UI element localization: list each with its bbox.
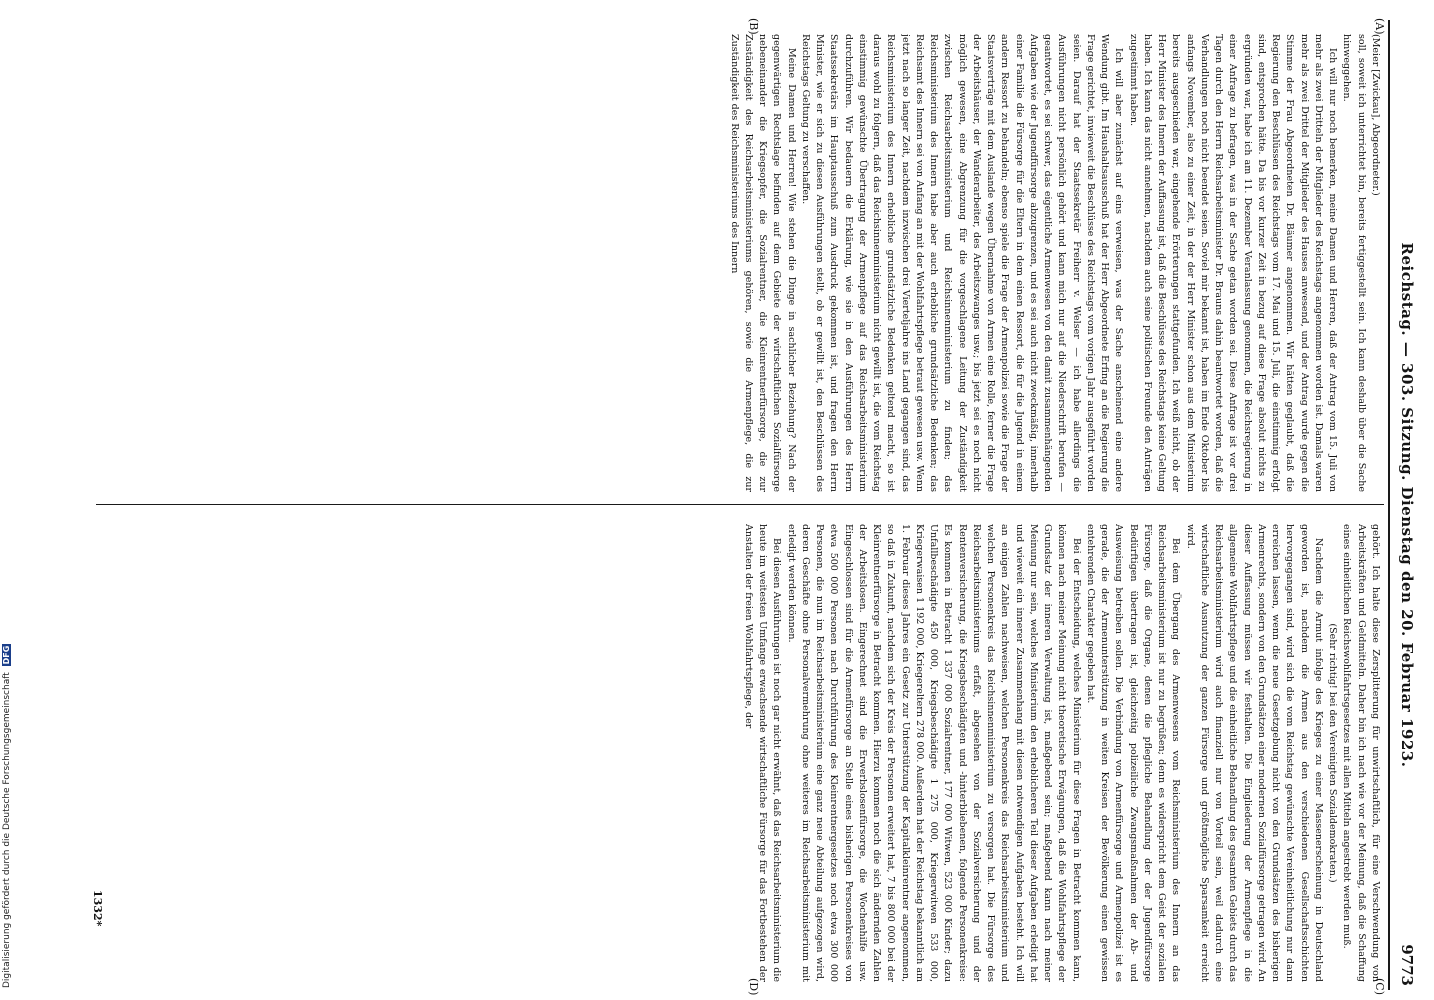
left-paragraph: Meine Damen und Herren! Wie stehen die Dinge in sachlicher Beziehung? Nach der gegenwärtigen Rechtslage befinden auf dem Gebiete der wirtschaftlichen Sozialfürsorge nebeneinander die Kriegsopfer, die Sozialrentner, die Kleinrentnerfürsorge, die zur Zuständigkeit des Reichsarbeitsministeriums gehören, sowie die Armenpflege, die zur Zuständigkeit des Reichsministeriums des Innern	[728, 34, 797, 492]
page-number: 9773	[1398, 944, 1416, 986]
right-paragraph: Bei dem Übergang des Armenwesens vom Reichsministerium des Innern an das Reichsarbeitsministerium ist nur zu begrüßen; denn es widerspricht dem Geist der sozialen Fürsorge, daß die Organe, denen die pflegliche Behandlung der der Jugendfürsorge Bedürftigen übertragen ist, gleichzeitig polizeiliche Zwangsmaßnahmen der Ab- und Ausweisung betreiben sollen. Die Verbindung von Armenfürsorge und Armenpolizei ist es gerade, die der Armenunterstützung in weiten Kreisen der Bevölkerung einen gewissen entehrenden Charakter gegeben hat.	[1085, 524, 1182, 982]
interjection: (Sehr richtig! bei den Vereinigten Sozialdemokraten.)	[1327, 623, 1339, 883]
margin-letter-d: (D)	[747, 978, 760, 996]
speaker-label: (Meier [Zwickau], Abgeordneter.)	[1370, 34, 1381, 196]
margin-letter-c: (C)	[1373, 978, 1386, 995]
digitization-credit	[2, 644, 12, 988]
header-title: Reichstag. — 303. Sitzung. Dienstag den 20. Februar 1923.	[1398, 242, 1416, 768]
column-divider	[96, 504, 1384, 505]
page-header	[1386, 20, 1416, 990]
right-paragraph: Nachdem die Armut infolge des Krieges zu einer Massenerscheinung in Deutschland geworden ist, nachdem die Armen aus den verschiedenen Gesellschaftsschichten hervorgegangen sind, wird sich die vom Reichstag gewünschte Vereinheitlichung nur dann erreichen lassen, wenn die neue Gesetzgebung nicht von den Grundsätzen des bisherigen Armenrechts, sondern von den Grundsätzen einer modernen Sozialfürsorge getragen wird. An dieser Auffassung müssen wir festhalten. Die Eingliederung der Armenpflege in die allgemeine Wohlfahrtspflege und die einheitliche Behandlung des gesamten Gebiets durch das Reichsarbeitsministerium wird auch finanziell nur von Vorteil sein, weil dadurch eine wirtschaftliche Ausnutzung der ganzen Fürsorge und größtmögliche Sparsamkeit erreicht wird.	[1184, 524, 1324, 982]
right-paragraph: Bei der Entscheidung, welches Ministerium für diese Fragen in Betracht kommen kann, können nach meiner Meinung nicht theoretische Erwägungen, daß die Wohlfahrtspflege der Grundsatz der inneren Verwaltung ist, maßgebend sein; maßgebend kann nach meiner Meinung nur sein, welches Ministerium den erheblicheren Teil dieser Aufgaben erledigt hat und wieweit ein innerer Zusammenhang mit diesen notwendigen Aufgaben besteht. Ich will an einigen Zahlen nachweisen, welchen Personenkreis das Reichsarbeitsministerium und welchen Personenkreis das Reichsinnenministerium zu versorgen hat. Die Fürsorge des Reichsarbeitsministeriums erfaßt, abgesehen von der Sozialversicherung und der Rentenversicherung, die Kriegsbeschädigten und -hinterbliebenen, folgende Personenkreise: Es kommen in Betracht 1 337 000 Sozialrentner, 177 000 Witwen, 523 000 Kinder; dazu Unfallbeschädigte 450 000, Kriegsbeschädigte 1 275 000, Kriegerwitwen 533 000, Kriegerwaisen 1 192 000, Kriegereltern 278 000. Außerdem hat der Reichstag bekanntlich am 1. Februar dieses Jahres ein Gesetz zur Unterstützung der Kapitalkleinrentner angenommen, so daß in Zukunft, nachdem sich der Kreis der Personen erweitert hat, 7 bis 800 000 bei der Kleinrentnerfürsorge in Betracht kommen. Hierzu kommen noch die sich ändernden Zahlen der Arbeitslosen. Eingerechnet sind die Erwerbslosenfürsorge, die Wochenhilfe usw. Eingeschlossen sind für die Armenfürsorge an Stelle eines bisherigen Personenkreises von etwa 500 000 Personen nach Durchführung des Kleinrentnergesetzes noch etwa 300 000 Personen, die nun im Reichsarbeitsministerium eine ganz neue Abteilung aufgezogen wird, deren Geschäfte ohne Personalvermehrung ohne weiteres im Reichsarbeitsministerium mit erledigt werden können.	[785, 524, 1082, 982]
sheet-number: 1332*	[91, 890, 104, 927]
left-column	[132, 34, 1382, 492]
left-paragraph: soll, soweit ich unterrichtet bin, bereits fertiggestellt sein. Ich kann deshalb über die Sache hinweggehen.	[1341, 34, 1367, 492]
left-paragraph: Ich will aber zunächst auf eins verweisen, was der Sache anscheinend eine andere Wendung gibt. Im Haushaltsausschuß hat der Herr Abgeordnete Erfing an die Regierung die Frage gerichtet, inwieweit die Beschlüsse des Reichstags vom vorigen Jahr ausgeführt worden seien. Darauf hat der Staatssekretär Freiherr v. Welser — ich habe allerdings die Ausführungen nicht persönlich gehört und kann mich nur auf die Niederschrift berufen — geantwortet, es sei schwer, das eigentliche Armenwesen von den damit zusammenhängenden Aufgaben wie der Jugendfürsorge abzugrenzen, und es sei auch nicht zweckmäßig, innerhalb einer Familie die Fürsorge für die Eltern in dem einen Ressort, die für die Jugend in einem andern Ressort zu behandeln; ebenso spiele die Frage der Armenpolizei sowie die Frage der Staatsverträge mit dem Auslande wegen Übernahme von Armen eine Rolle, ferner die Frage der Arbeitshäuser, der Wanderarbeiter, des Arbeitszwanges usw.; bis jetzt sei es noch nicht möglich gewesen, eine Abgrenzung für die vorgeschlagene Leitung der Zuständigkeit zwischen Reichsarbeitsministerium und Reichsinnenministerium zu finden; das Reichsministerium des Innern habe aber auch erhebliche grundsätzliche Bedenken; das Reichsamt des Innern sei von Anfang an mit der Wohlfahrtspflege betraut gewesen usw. Wenn jetzt nach so langer Zeit, nachdem inzwischen drei Vierteljahre ins Land gegangen sind, das Reichsministerium des Innern erhebliche grundsätzliche Bedenken geltend macht, so ist daraus wohl zu folgern, daß das Reichsinnenministerium nicht gewillt ist, die vom Reichstag einstimmig gewünschte Übertragung der Armenpflege auf das Reichsarbeitsministerium durchzuführen. Wir bedauern die Erklärung, wie sie in den Ausführungen des Herrn Staatssekretärs im Hauptausschuß zum Ausdruck gekommen ist, und fragen den Herrn Minister, wie er sich zu diesen Ausführungen stellt, ob er gewillt ist, den Beschlüssen des Reichstags Geltung zu verschaffen.	[800, 34, 1125, 492]
right-column	[118, 524, 1382, 982]
right-paragraph: gehört. Ich halte diese Zersplitterung für unwirtschaftlich, für eine Verschwendung von Arbeitskräften und Geldmitteln. Daher bin ich nach wie vor der Meinung, daß die Schaffung eines einheitlichen Reichswohlfahrtsgesetzes mit allen Mitteln angestrebt werden muß.	[1341, 524, 1381, 982]
left-paragraph: Ich will nur noch bemerken, meine Damen und Herren, daß der Antrag vom 15. Juli von mehr als zwei Dritteln der Mitglieder des Reichstags angenommen worden ist. Damals waren mehr als zwei Drittel der Mitglieder des Hauses anwesend, und der Antrag wurde gegen die Stimme der Frau Abgeordneten Dr. Bäumer angenommen. Wir hätten geglaubt, daß die Regierung den Beschlüssen des Reichstags vom 17. Mai und 15. Juli, die einstimmig erfolgt sind, entsprochen hätte. Da bis vor kurzer Zeit in bezug auf diese Frage absolut nichts zu ergründen war, habe ich am 11. Dezember Veranlassung genommen, die Reichsregierung in einer Anfrage zu befragen, was in der Sache getan worden sei. Diese Anfrage ist vor drei Tagen durch den Herrn Reichsarbeitsminister Dr. Brauns dahin beantwortet worden, daß die Verhandlungen noch nicht beendet seien. Soviel mir bekannt ist, haben im Ende Oktober bis anfangs November, also zu einer Zeit, in der der Herr Minister schon aus dem Ministerium bereits ausgeschieden war, eingehende Erörterungen stattgefunden. Ich weiß nicht, ob der Herr Minister des Innern der Auffassung ist, daß die Beschlüsse des Reichstags keine Geltung haben. Ich kann das nicht annehmen, nachdem auch seine politischen Freunde den Anträgen zugestimmt haben.	[1127, 34, 1339, 492]
margin-letter-b: (B)	[747, 18, 760, 35]
right-paragraph: Bei diesen Ausführungen ist noch gar nicht erwähnt, daß das Reichsarbeitsministerium die heute im weitesten Umfange erwachsende wirtschaftliche Fürsorge für das Fortbestehen der Anstalten der freien Wohlfahrtspflege, der	[743, 524, 783, 982]
rotated-page	[88, 18, 1420, 996]
credit-text: Digitalisierung gefördert durch die Deutsche Forschungsgemeinschaft	[2, 672, 12, 988]
dfg-logo: DFG	[2, 645, 11, 665]
margin-letter-a: (A)	[1373, 18, 1386, 35]
header-rule	[1388, 20, 1390, 990]
